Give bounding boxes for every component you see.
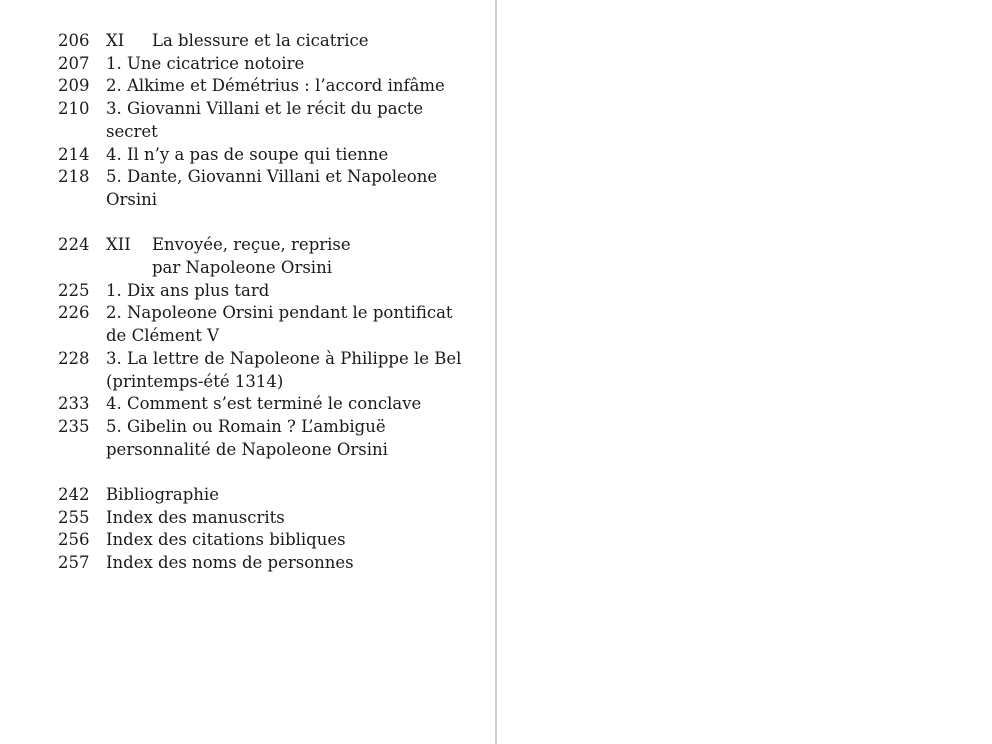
chapter-title: Envoyée, reçue, reprise par Napoleone Orsini [152,235,351,278]
page-number: 233 [58,394,90,414]
toc-entry [58,280,478,303]
entry-title: Index des noms de personnes [106,553,354,573]
toc-entry [58,144,478,167]
entry-title: 3. Giovanni Villani et le récit du pacte secret [106,99,424,141]
page-number: 226 [58,303,90,323]
toc-entry [58,507,478,530]
entry-title: 5. Gibelin ou Romain ? L’ambiguë personnalité de Napoleone Orsini [106,416,388,459]
chapter-xii-header [58,234,478,279]
page-number: 255 [58,507,90,527]
page-number: 242 [58,485,90,505]
table-of-contents [58,30,478,575]
toc-entry [58,529,478,552]
chapter-number: XI [106,31,125,50]
entry-title: 2. Alkime et Démétrius : l’accord infâme [106,76,445,96]
toc-entry [58,484,478,507]
entry-title: 4. Comment s’est terminé le conclave [106,394,422,414]
page-number: 214 [58,144,90,164]
page-number: 257 [58,553,90,573]
entry-title: 3. La lettre de Napoleone à Philippe le Bel (printemps-été 1314) [106,348,462,391]
chapter-number: XII [106,235,131,255]
entry-title: 5. Dante, Giovanni Villani et Napoleone Orsini [106,167,438,209]
section-gap [58,212,478,235]
entry-title: 1. Dix ans plus tard [106,280,270,300]
page-number: 209 [58,76,90,96]
page-number: 218 [58,167,90,187]
toc-entry [58,393,478,416]
entry-title: 1. Une cicatrice notoire [106,53,305,73]
toc-entry [58,348,478,393]
toc-entry [58,302,478,347]
entry-title: Bibliographie [106,485,219,505]
page-number: 206 [58,31,90,50]
left-page [0,0,495,744]
section-gap [58,461,478,484]
page-number: 228 [58,348,90,368]
chapter-title: La blessure et la cicatrice [152,31,369,50]
toc-entry [58,416,478,461]
toc-entry [58,552,478,575]
page-number: 235 [58,416,90,436]
chapter-xi-header [58,30,478,53]
entry-title: Index des manuscrits [106,507,285,527]
page-number: 210 [58,99,90,119]
toc-entry [58,75,478,98]
page-number: 207 [58,53,90,73]
entry-title: 4. Il n’y a pas de soupe qui tienne [106,144,389,164]
page-number: 256 [58,530,90,550]
page-number: 225 [58,280,90,300]
entry-title: Index des citations bibliques [106,530,346,550]
entry-title: 2. Napoleone Orsini pendant le pontificat de Clément V [106,303,453,346]
right-page [497,0,992,744]
toc-entry [58,53,478,76]
toc-entry [58,98,478,143]
page-number: 224 [58,235,90,255]
toc-entry [58,166,478,211]
